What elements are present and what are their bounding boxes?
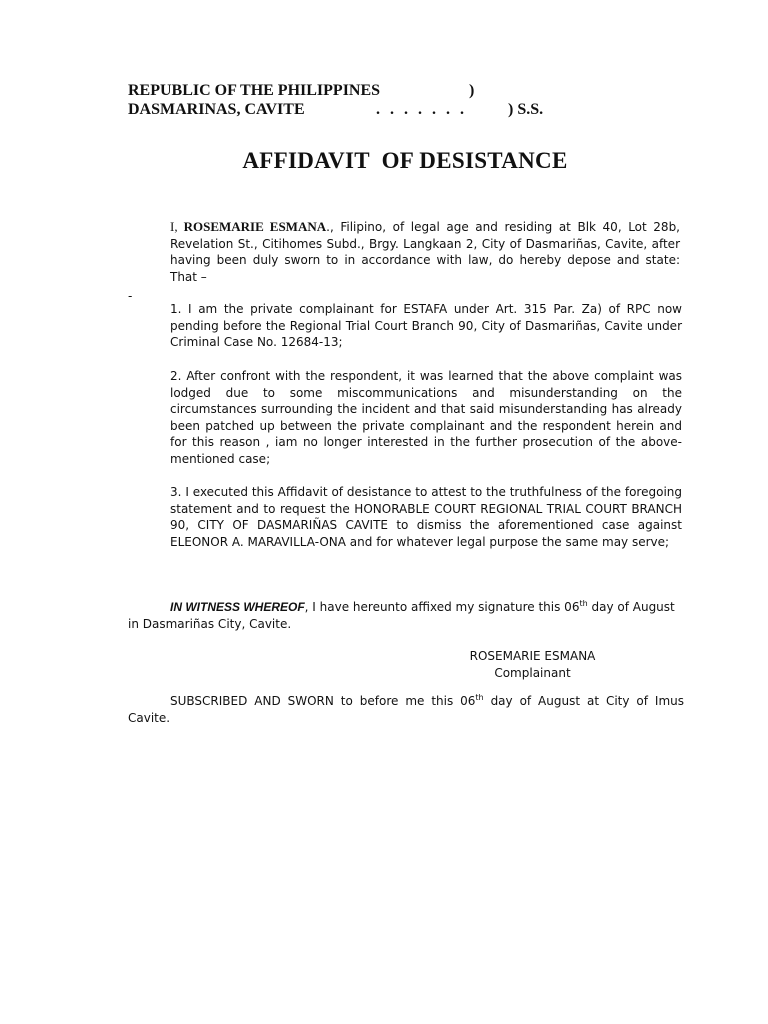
jurat-text-after: day of August at City of Imus Cavite. — [128, 694, 684, 725]
signatory-name: ROSEMARIE ESMANA — [469, 649, 596, 663]
venue-paren: ) — [469, 82, 475, 99]
intro-prefix: I, — [170, 219, 184, 234]
venue-city: DASMARINAS, CAVITE — [128, 101, 305, 118]
witness-clause — [128, 599, 684, 632]
document-title: AFFIDAVIT OF DESISTANCE — [242, 148, 568, 173]
signatory-role: Complainant — [494, 666, 571, 680]
intro-paragraph — [170, 219, 680, 285]
paragraph-2: 2. After confront with the respondent, it was learned that the above complaint was lodged due to some miscommunications and misunderstanding on the circumstances surrounding the incident and that said misunderstanding has already been patched up between the private complainant and the respondent herein and for this reason , iam no longer interested in the further prosecution of the above-mentioned case; — [170, 369, 682, 466]
jurat-text-before: SUBSCRIBED AND SWORN to before me this 06 — [170, 694, 476, 708]
witness-text-before: , I have hereunto affixed my signature this 06 — [304, 600, 580, 614]
paragraph-3: 3. I executed this Affidavit of desistance to attest to the truthfulness of the foregoing statement and to request the HONORABLE COURT REGIONAL TRIAL COURT BRANCH 90, CITY OF DASMARIÑAS CAVITE to dismiss the aforementioned case against ELEONOR A. MARAVILLA-ONA and for whatever legal purpose the same may serve; — [170, 485, 682, 549]
intro-text: ., Filipino, of legal age and residing at Blk 40, Lot 28b, Revelation St., Citihomes Subd., Brgy. Langkaan 2, City of Dasmariñas, Cavite, after having been duly sworn to in accordance with law, do hereby depose and state: That – — [170, 220, 680, 284]
signature-block — [440, 648, 625, 682]
witness-sup: th — [579, 599, 588, 608]
witness-lead: IN WITNESS WHEREOF — [170, 600, 305, 614]
jurat-sup: th — [475, 693, 484, 702]
venue-country: REPUBLIC OF THE PHILIPPINES — [128, 82, 381, 99]
stray-dash: - — [128, 289, 133, 303]
venue-ss: ) S.S. — [508, 101, 544, 118]
venue-dots: . . . . . . . — [376, 101, 467, 118]
affiant-name: ROSEMARIE ESMANA — [183, 219, 327, 234]
jurat — [128, 693, 684, 726]
paragraph-1: 1. I am the private complainant for ESTAFA under Art. 315 Par. Za) of RPC now pending before the Regional Trial Court Branch 90, City of Dasmariñas, Cavite under Criminal Case No. 12684-13; — [170, 302, 682, 349]
witness-text-after: day of August in Dasmariñas City, Cavite. — [128, 600, 675, 631]
